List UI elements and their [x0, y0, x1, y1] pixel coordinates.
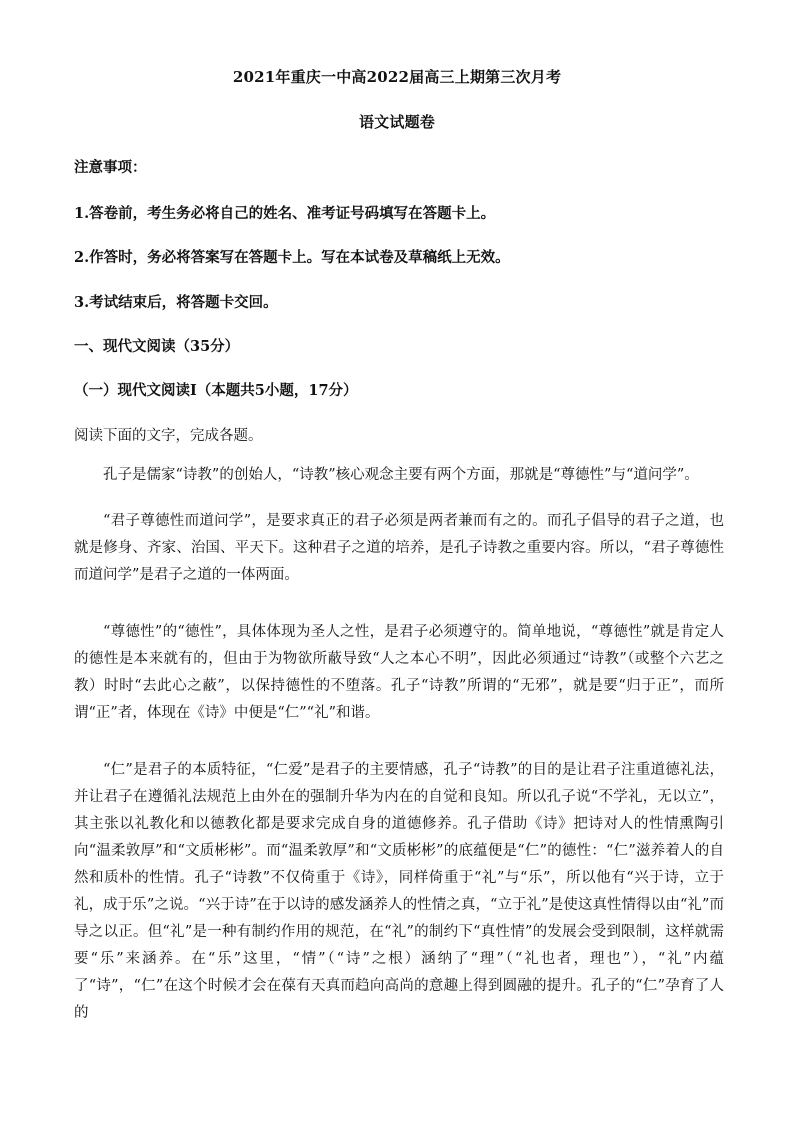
passage-paragraph: 孔子是儒家“诗教”的创始人，“诗教”核心观念主要有两个方面，那就是“尊德性”与“道问学”。 — [103, 467, 699, 483]
section-instruction: 阅读下面的文字，完成各题。 — [74, 428, 263, 444]
passage-paragraph: “君子尊德性而道问学”，是要求真正的君子必须是两者兼而有之的。而孔子倡导的君子之道，也就是修身、齐家、治国、平天下。这种君子之道的培养，是孔子诗教之重要内容。所以，“君子尊德性而道问学”是君子之道的一体两面。 — [74, 513, 724, 583]
exam-title: 2021年重庆一中高2022届高三上期第三次月考 — [232, 68, 562, 86]
section-heading: 一、现代文阅读（35分） — [74, 338, 240, 355]
exam-subtitle: 语文试题卷 — [358, 113, 435, 131]
passage-paragraph: “仁”是君子的本质特征，“仁爱”是君子的主要情感，孔子“诗教”的目的是让君子注重道德礼法，并让君子在遵循礼法规范上由外在的强制升华为内在的自觉和良知。所以孔子说“不学礼，无以立”，其主张以礼教化和以德教化都是要求完成自身的道德修养。孔子借助《诗》把诗对人的性情熏陶引向“温柔敦厚”和“文质彬彬”。而“温柔敦厚”和“文质彬彬”的底蕴便是“仁”的德性：“仁”滋养着人的自然和质朴的性情。孔子“诗教”不仅倚重于《诗》，同样倚重于“礼”与“乐”，所以他有“兴于诗，立于礼，成于乐”之说。“兴于诗”在于以诗的感发涵养人的性情之真，“立于礼”是使这真性情得以由“礼”而导之以正。但“礼”是一种有制约作用的规范，在“礼”的制约下“真性情”的发展会受到限制，这样就需要“乐”来涵养。在“乐”这里，“情”（“诗”之根）涵纳了“理”（“礼也者，理也”），“礼”内蕴了“诗”，“仁”在这个时候才会在葆有天真而趋向高尚的意趣上得到圆融的提升。孔子的“仁”孕育了人的 — [74, 762, 724, 1021]
notice-heading: 注意事项： — [74, 159, 147, 176]
notice-item: 1.答卷前，考生务必将自己的姓名、准考证号码填写在答题卡上。 — [74, 205, 496, 222]
notice-item: 3.考试结束后，将答题卡交回。 — [74, 294, 278, 311]
passage-paragraph: “尊德性”的“德性”，具体体现为圣人之性，是君子必须遵守的。简单地说，“尊德性”就是肯定人的德性是本来就有的，但由于为物欲所蔽导致“人之本心不明”，因此必须通过“诗教”（或整个六艺之教）时时“去此心之蔽”，以保持德性的不堕落。孔子“诗教”所谓的“无邪”，就是要“归于正”，而所谓“正”者，体现在《诗》中便是“仁”“礼”和谐。 — [74, 624, 724, 721]
notice-item: 2.作答时，务必将答案写在答题卡上。写在本试卷及草稿纸上无效。 — [74, 249, 510, 266]
section-subheading: （一）现代文阅读Ⅰ（本题共5小题，17分） — [74, 382, 358, 399]
